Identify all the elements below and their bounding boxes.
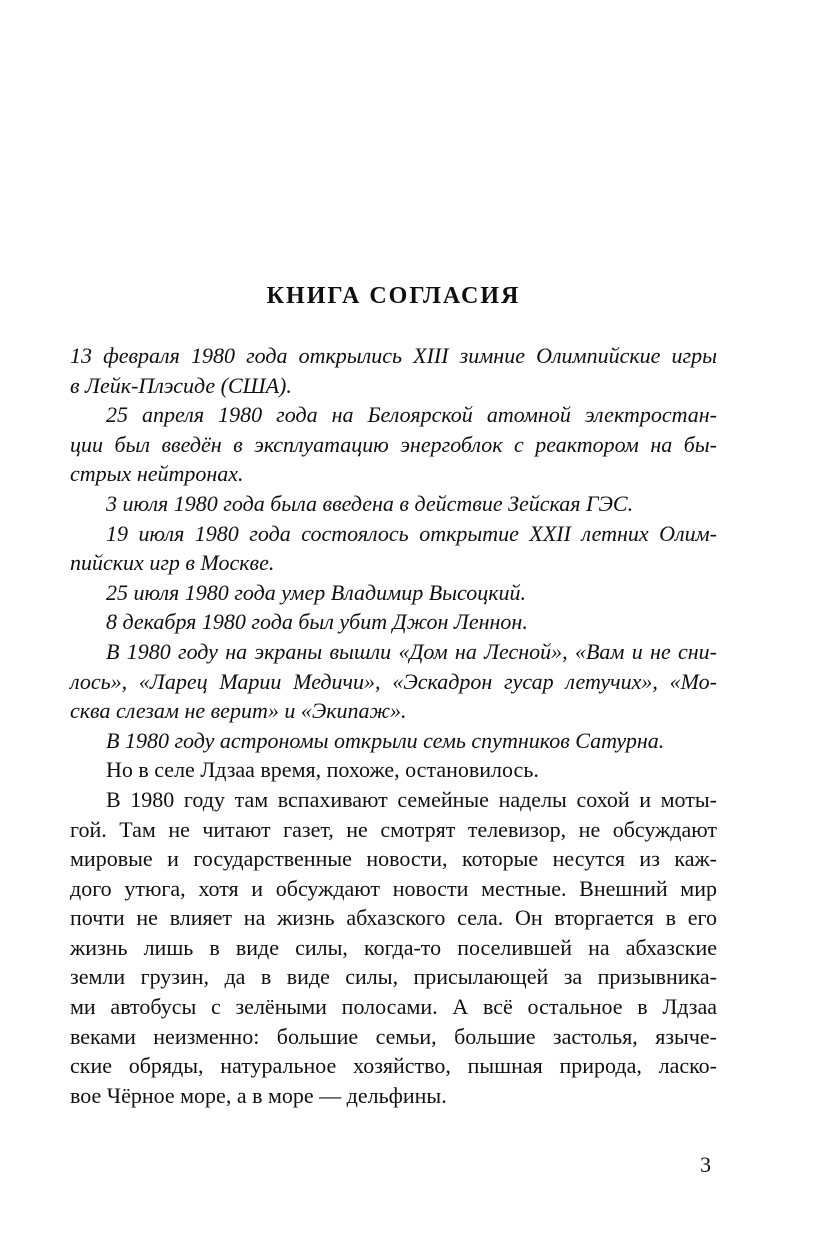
- text-line: стрых нейтронах.: [70, 461, 244, 487]
- text-line: 13 февраля 1980 года открылись XIII зимние Олимпийские игры: [70, 343, 717, 368]
- text-line: 25 июля 1980 года умер Владимир Высоцкий.: [106, 579, 527, 605]
- text-line: 8 декабря 1980 года был убит Джон Леннон.: [106, 609, 528, 635]
- text-line: жизнь лишь в виде силы, когда-то поселившей на абхазские: [70, 934, 717, 960]
- text-line: мировые и государственные новости, которые несутся из каж-: [70, 846, 717, 872]
- text-line: 3 июля 1980 года была введена в действие Зейская ГЭС.: [106, 490, 634, 516]
- text-line: почти не влияет на жизнь абхазского села. Он вторгается в его: [70, 905, 717, 931]
- text-line: ские обряды, натуральное хозяйство, пышная природа, ласко-: [70, 1053, 717, 1079]
- text-line: сква слезам не верит» и «Экипаж».: [70, 698, 407, 724]
- text-line: ми автобусы с зелёными полосами. А всё остальное в Лдзаа: [70, 994, 717, 1020]
- text-line: земли грузин, да в виде силы, присылающей за призывника-: [70, 964, 717, 990]
- chapter-title: КНИГА СОГЛАСИЯ: [266, 283, 521, 309]
- page-number: 3: [700, 1152, 711, 1177]
- text-line: 25 апреля 1980 года на Белоярской атомной электростан-: [106, 402, 717, 428]
- text-line: В 1980 году там вспахивают семейные наделы сохой и моты-: [106, 786, 717, 812]
- text-block: [70, 341, 717, 1110]
- text-line: дого утюга, хотя и обсуждают новости местные. Внешний мир: [70, 875, 717, 901]
- text-line: гой. Там не читают газет, не смотрят телевизор, не обсуждают: [70, 816, 717, 842]
- text-line: ции был введён в эксплуатацию энергоблок с реактором на бы-: [70, 431, 717, 457]
- text-line: пийских игр в Москве.: [70, 550, 275, 576]
- text-line: вое Чёрное море, а в море — дельфины.: [70, 1082, 447, 1108]
- text-line: в Лейк-Плэсиде (США).: [70, 372, 292, 398]
- text-line: Но в селе Лдзаа время, похоже, остановилось.: [106, 757, 539, 783]
- text-line: лось», «Ларец Марии Медичи», «Эскадрон гусар летучих», «Мо-: [70, 668, 717, 694]
- text-line: веками неизменно: большие семьи, большие застолья, языче-: [70, 1023, 717, 1049]
- text-line: В 1980 году на экраны вышли «Дом на Лесной», «Вам и не сни-: [106, 638, 717, 664]
- text-line: 19 июля 1980 года состоялось открытие XXII летних Олим-: [106, 520, 717, 546]
- text-line: В 1980 году астрономы открыли семь спутников Сатурна.: [106, 727, 665, 753]
